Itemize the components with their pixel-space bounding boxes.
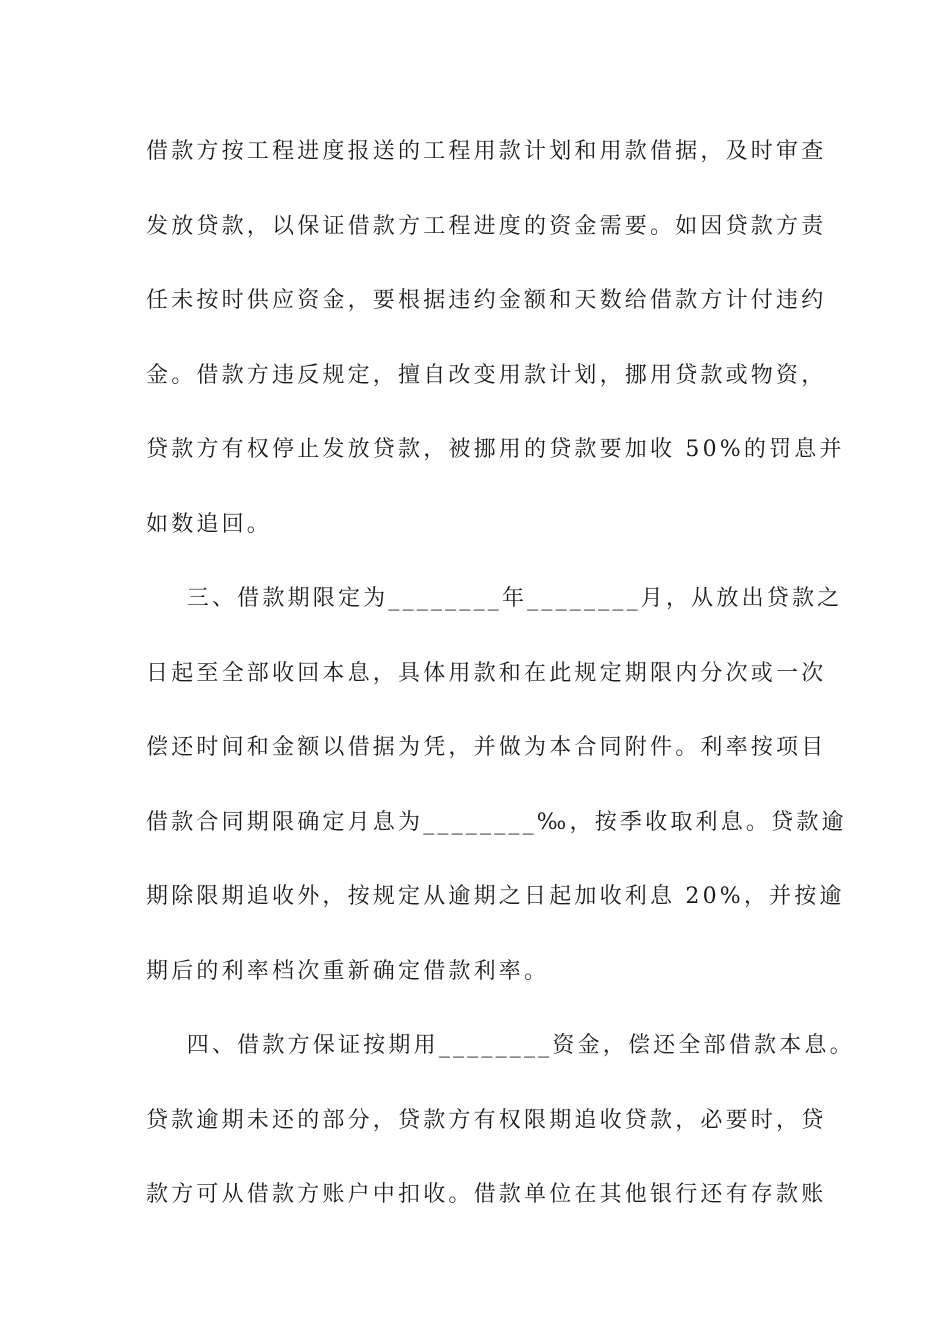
text-line: 期除限期追收外，按规定从逾期之日起加收利息 20%，并按逾 xyxy=(146,884,845,909)
text-line: 三、借款期限定为________年________月，从放出贷款之 xyxy=(146,586,843,611)
text-line: 款方可从借款方账户中扣收。借款单位在其他银行还有存款账 xyxy=(146,1182,827,1207)
text-line: 四、借款方保证按期用________资金，偿还全部借款本息。 xyxy=(146,1033,855,1058)
text-line: 偿还时间和金额以借据为凭，并做为本合同附件。利率按项目 xyxy=(146,735,827,760)
text-line: 日起至全部收回本息，具体用款和在此规定期限内分次或一次 xyxy=(146,660,827,686)
text-line: 借款合同期限确定月息为________‰，按季收取利息。贷款逾 xyxy=(146,809,847,835)
text-line: 任未按时供应资金，要根据违约金额和天数给借款方计付违约 xyxy=(146,288,827,313)
text-line: 期后的利率档次重新确定借款利率。 xyxy=(146,958,550,984)
text-line: 发放贷款，以保证借款方工程进度的资金需要。如因贷款方责 xyxy=(146,213,827,239)
text-line: 贷款方有权停止发放贷款，被挪用的贷款要加收 50%的罚息并 xyxy=(146,437,845,462)
text-line: 如数追回。 xyxy=(146,511,273,537)
text-line: 贷款逾期未还的部分，贷款方有权限期追收贷款，必要时，贷 xyxy=(146,1107,827,1133)
text-line: 借款方按工程进度报送的工程用款计划和用款借据，及时审查 xyxy=(146,139,827,164)
document-body xyxy=(146,126,855,1244)
text-line: 金。借款方违反规定，擅自改变用款计划，挪用贷款或物资， xyxy=(146,362,827,388)
